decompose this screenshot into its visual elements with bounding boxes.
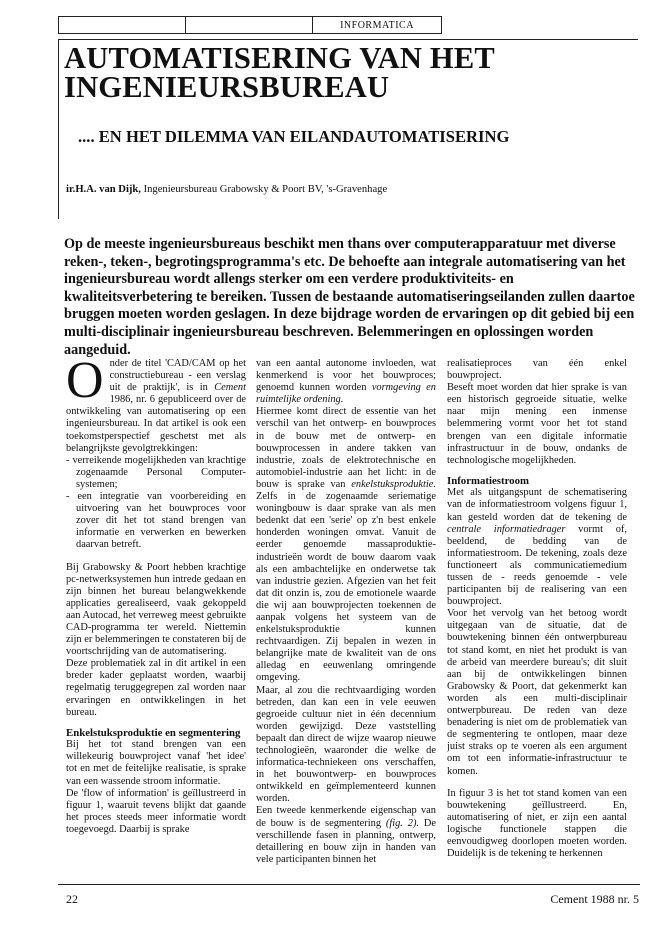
list-item: - een integratie van voorbereiding en uitvoering van het bouwproces voor zover dit het tot stand brengen van informatie en verwerken en bewerken daarvan betreft. (66, 491, 246, 551)
conclusion-list (66, 455, 246, 552)
body-column-2 (256, 358, 436, 876)
body-column-3 (447, 358, 627, 876)
paragraph: In figuur 3 is het tot stand komen van een bouwtekening geïllustreerd. En, automatisering of niet, er zijn een aantal logische functionele stappen die eenvoudigweg doorlopen moeten worden. Duidelijk is de tekening te herkennen (447, 787, 627, 860)
author-name: ir.H.A. van Dijk, (66, 184, 141, 195)
journal-issue: Cement 1988 nr. 5 (550, 892, 639, 906)
paragraph: realisatieproces van één enkel bouwproject. (447, 358, 627, 382)
section-heading: Enkelstuksproduktie en segmentering (66, 726, 241, 739)
body-column-1 (66, 358, 246, 876)
drop-cap: O (66, 358, 104, 409)
section-heading: Informatiestroom (447, 474, 529, 487)
paragraph: Maar, al zou die rechtvaardiging worden betreden, dan kan een in vele eeuwen gegroeide cultuur niet in één decennium worden gewijzigd. Deze vaststelling bepaalt dan direct de wijze waarop nieuwe technologieën, waaronder die welke de informatica-techniekeen ons verschaffen, in het bouwontwerp- en bouwproces ontwikkeld en geïmplementeerd kunnen worden. (256, 684, 436, 805)
paragraph: Een tweede kenmerkende eigenschap van de bouw is de segmentering (fig. 2). De verschillende fasen in planning, ontwerp, detaillering en bouw zijn in handen van vele participanten binnen het (256, 805, 436, 865)
title-frame-top (58, 39, 638, 40)
header-cell-empty-1 (59, 17, 186, 33)
lead-paragraph: Op de meeste ingenieursbureaus beschikt men thans over computerapparatuur met diverse reken-, teken-, begrotingsprogramma's etc. De behoefte aan integrale automatisering van het ingenieursbureau wordt allengs sterker om een verdere produktiviteits- en kwaliteitsverbetering te bereiken. Tussen de bestaande automatiseringseilanden zullen daartoe bruggen moeten worden geslagen. In deze bijdrage worden de ervaringen op dit gebied bij een multi-disciplinair ingenieursbureau beschreven. Belemmeringen en oplossingen worden aangeduid. (64, 236, 635, 358)
footer-rule (58, 884, 640, 885)
paragraph: Bij het tot stand brengen van een willekeurig bouwproject vanaf 'het idee' tot en met de feitelijke realisatie, is sprake van een wassende stroom informatie. (66, 739, 246, 787)
paragraph: van een aantal autonome invloeden, wat kenmerkend is voor het bouwproces; genoemd kunnen worden vormgeving en ruimtelijke ordening. (256, 358, 436, 406)
paragraph: Bij Grabowsky & Poort hebben krachtige pc-netwerksystemen hun intrede gedaan en zijn binnen het bureau belangwekkende applicaties gerealiseerd, vaak gekoppeld aan Autocad, het verreweg meest gebruikte CAD-programma ter wereld. Niettemin zijn er belemmeringen te constateren bij de voortschrijding van de automatisering. (66, 561, 246, 658)
byline (66, 184, 626, 195)
paragraph: Voor het vervolg van het betoog wordt uitgegaan van de situatie, dat de bouwtekening binnen één ontwerpbureau tot stand komt, en niet het produkt is van de arbeid van meerdere bureau's; dit sluit aan bij de ontwikkelingen binnen Grabowsky & Poort, dat gekenmerkt kan worden als een multi-disciplinair ontwerpbureau. De reden van deze benadering is niet om de problematiek van de segmentering te ontlopen, maar deze juist straks op te voeren als een argument om tot een informatie-infrastructuur te komen. (447, 608, 627, 777)
section-label: INFORMATICA (340, 19, 414, 31)
paragraph: Hiermee komt direct de essentie van het verschil van het ontwerp- en bouwproces in de bouw met de ontwerp- en bouwprocessen in andere takken van industrie, zoals de elektrotechnische en automobiel-industrie aan het licht: in de bouw is sprake van enkelstuksproduktie. Zelfs in de zogenaamde seriematige woningbouw is daar sprake van als men bedenkt dat een 'serie' op z'n best enkele honderden woningen omvat. Vanuit de eerder genoemde massaproduktie-industrieën wordt de bouw daarom vaak als een ambachtelijke en onderwetse tak van industrie gezien. Afgezien van het feit dat dit onzin is, zou de emotionele waarde die wij aan bouwprojecten toekennen de aanpak volgens het systeem van de enkelstuksproduktie kunnen rechtvaardigen. Zij bepalen in wezen in belangrijke mate de kwaliteit van de ons alledag en eeuwenlang omringende omgeving. (256, 406, 436, 684)
paragraph: Met als uitgangspunt de schematisering van de informatiestroom volgens figuur 1, kan gesteld worden dat de tekening de centrale informatiedrager vormt of, beeldend, de bedding van de informatiestroom. De tekening, zoals deze functioneert als communicatiemedium tussen de - reeds genoemde - vele participanten bij de realisering van een bouwproject. (447, 487, 627, 608)
paragraph: Deze problematiek zal in dit artikel in een breder kader geplaatst worden, waarbij regelmatig teruggegrepen zal worden naar ervaringen en ontwikkelingen in het bureau. (66, 658, 246, 718)
paragraph: Onder de titel 'CAD/CAM op het constructiebureau - een verslag uit de praktijk', is in Cement 1986, nr. 6 gepubliceerd over de ontwikkeling van automatisering op een ingenieursbureau. In dat artikel is ook een toekomstperspectief geschetst met als belangrijkste gevolgtrekkingen: (66, 358, 246, 454)
paragraph: Beseft moet worden dat hier sprake is van een historisch gegroeide situatie, welke naar mijn mening een inmense belemmering vormt voor het tot stand brengen van een digitale informatie infrastructuur in de bouw, ondanks de technologische mogelijkheden. (447, 382, 627, 466)
article-title: AUTOMATISERING VAN HET INGENIEURSBUREAU (64, 41, 495, 104)
section-header-bar (58, 16, 442, 34)
page-number: 22 (66, 892, 78, 906)
paragraph: De 'flow of information' is geïllustreerd in figuur 1, waaruit tevens blijkt dat gaande het proces steeds meer informatie wordt toegevoegd. Daarbij is sprake (66, 787, 246, 835)
author-affiliation: Ingenieursbureau Grabowsky & Poort BV, 's-Gravenhage (143, 184, 388, 195)
article-subtitle: .... EN HET DILEMMA VAN EILANDAUTOMATISERING (78, 127, 510, 146)
header-cell-empty-2 (186, 17, 313, 33)
title-frame-left (58, 39, 59, 219)
list-item: - verreikende mogelijkheden van krachtige zogenaamde Personal Computer-systemen; (66, 454, 246, 490)
